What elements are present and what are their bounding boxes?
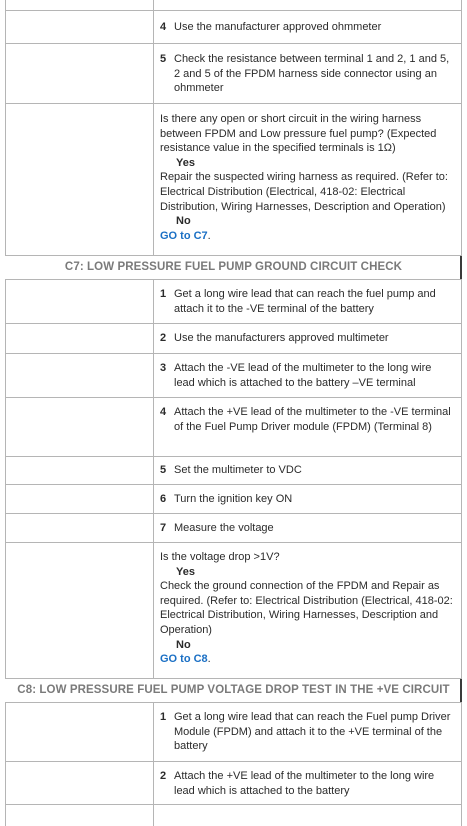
- left-cell: [5, 354, 154, 397]
- left-cell: [5, 44, 154, 103]
- section-header-c8: [5, 678, 462, 702]
- goto-suffix: .: [207, 653, 211, 666]
- right-cell: [154, 0, 462, 10]
- step-row: [5, 323, 462, 353]
- step-cell: [154, 324, 462, 353]
- step-number: 2: [160, 332, 167, 344]
- left-cell: [5, 514, 154, 542]
- left-cell: [5, 398, 154, 456]
- step-row: [5, 43, 462, 103]
- question-text: Is there any open or short circuit in the wiring harness between FPDM and Low pressure fuel pump? (Expected resistance value in the specified terminals is 1Ω): [160, 113, 437, 155]
- step-row: [5, 702, 462, 761]
- step-text: Attach the +VE lead of the multimeter to the -VE terminal of the Fuel Pump Driver module (FPDM) (Terminal 8): [174, 406, 451, 433]
- yes-label: Yes: [176, 565, 195, 578]
- step-row: [5, 397, 462, 456]
- left-cell: [5, 543, 154, 678]
- step-number: 4: [160, 406, 167, 418]
- left-cell: [5, 703, 154, 761]
- step-text: Check the resistance between terminal 1 and 2, 1 and 5, 2 and 5 of the FPDM harness side connector using an ohmmeter: [174, 53, 450, 95]
- step-cell: [154, 280, 462, 323]
- left-cell: [5, 805, 154, 826]
- no-label: No: [176, 638, 191, 651]
- step-number: 1: [160, 711, 167, 723]
- question-cell: [154, 543, 462, 678]
- goto-c8-link[interactable]: GO to C8: [160, 653, 208, 666]
- header-edge: [460, 256, 462, 279]
- step-number: 6: [160, 493, 167, 505]
- step-row: [5, 513, 462, 542]
- left-cell: [5, 324, 154, 353]
- left-cell: [5, 104, 154, 255]
- question-cell: [154, 104, 462, 255]
- table-row-top-partial: [5, 0, 462, 10]
- step-text: Attach the +VE lead of the multimeter to the long wire lead which is attached to the battery: [174, 770, 435, 797]
- section-title: C7: LOW PRESSURE FUEL PUMP GROUND CIRCUIT CHECK: [64, 261, 403, 273]
- step-cell: [154, 514, 462, 542]
- step-number: 2: [160, 770, 167, 782]
- left-cell: [5, 280, 154, 323]
- yes-label: Yes: [176, 156, 195, 169]
- step-cell: [154, 485, 462, 513]
- step-number: 4: [160, 21, 167, 33]
- step-text: Set the multimeter to VDC: [174, 464, 302, 476]
- left-cell: [5, 485, 154, 513]
- step-cell: [154, 44, 462, 103]
- step-text: Get a long wire lead that can reach the fuel pump and attach it to the -VE terminal of the battery: [174, 288, 436, 315]
- step-row: [5, 279, 462, 323]
- step-text: Attach the -VE lead of the multimeter to the long wire lead which is attached to the battery –VE terminal: [174, 362, 432, 389]
- right-cell: [154, 805, 462, 826]
- header-edge: [460, 679, 462, 702]
- step-number: 1: [160, 288, 167, 300]
- step-number: 7: [160, 522, 167, 534]
- yes-text: Check the ground connection of the FPDM and Repair as required. (Refer to: Electrical Distribution (Electrical, 418-02: Electrical Distribution, Wiring Harnesses, Description and Operation): [160, 580, 453, 636]
- step-cell: [154, 762, 462, 804]
- step-cell: [154, 354, 462, 397]
- left-cell: [5, 762, 154, 804]
- table-row-bottom-partial: [5, 804, 462, 826]
- step-row: [5, 456, 462, 484]
- left-cell: [5, 0, 154, 10]
- yes-text: Repair the suspected wiring harness as required. (Refer to: Electrical Distribution (Electrical, 418-02: Electrical Distribution, Wiring Harnesses, Description and Operation): [160, 171, 448, 213]
- section-title: C8: LOW PRESSURE FUEL PUMP VOLTAGE DROP TEST IN THE +VE CIRCUIT: [17, 684, 450, 696]
- step-text: Use the manufacturers approved multimeter: [174, 332, 389, 344]
- section-header-c7: [5, 255, 462, 279]
- step-row: [5, 761, 462, 804]
- left-cell: [5, 457, 154, 484]
- question-row: [5, 542, 462, 678]
- step-cell: [154, 703, 462, 761]
- step-text: Get a long wire lead that can reach the Fuel pump Driver Module (FPDM) and attach it to the +VE terminal of the battery: [174, 711, 451, 753]
- step-row: [5, 484, 462, 513]
- no-label: No: [176, 215, 191, 228]
- step-number: 5: [160, 53, 167, 65]
- step-row: [5, 10, 462, 43]
- step-text: Use the manufacturer approved ohmmeter: [174, 21, 382, 33]
- step-text: Turn the ignition key ON: [174, 493, 293, 505]
- question-text: Is the voltage drop >1V?: [160, 551, 280, 563]
- step-cell: [154, 11, 462, 43]
- step-row: [5, 353, 462, 397]
- step-cell: [154, 398, 462, 456]
- goto-suffix: .: [207, 229, 211, 242]
- question-row: [5, 103, 462, 255]
- step-cell: [154, 457, 462, 484]
- step-number: 3: [160, 362, 167, 374]
- goto-c7-link[interactable]: GO to C7: [160, 229, 208, 242]
- left-cell: [5, 11, 154, 43]
- step-number: 5: [160, 464, 167, 476]
- step-text: Measure the voltage: [174, 522, 274, 534]
